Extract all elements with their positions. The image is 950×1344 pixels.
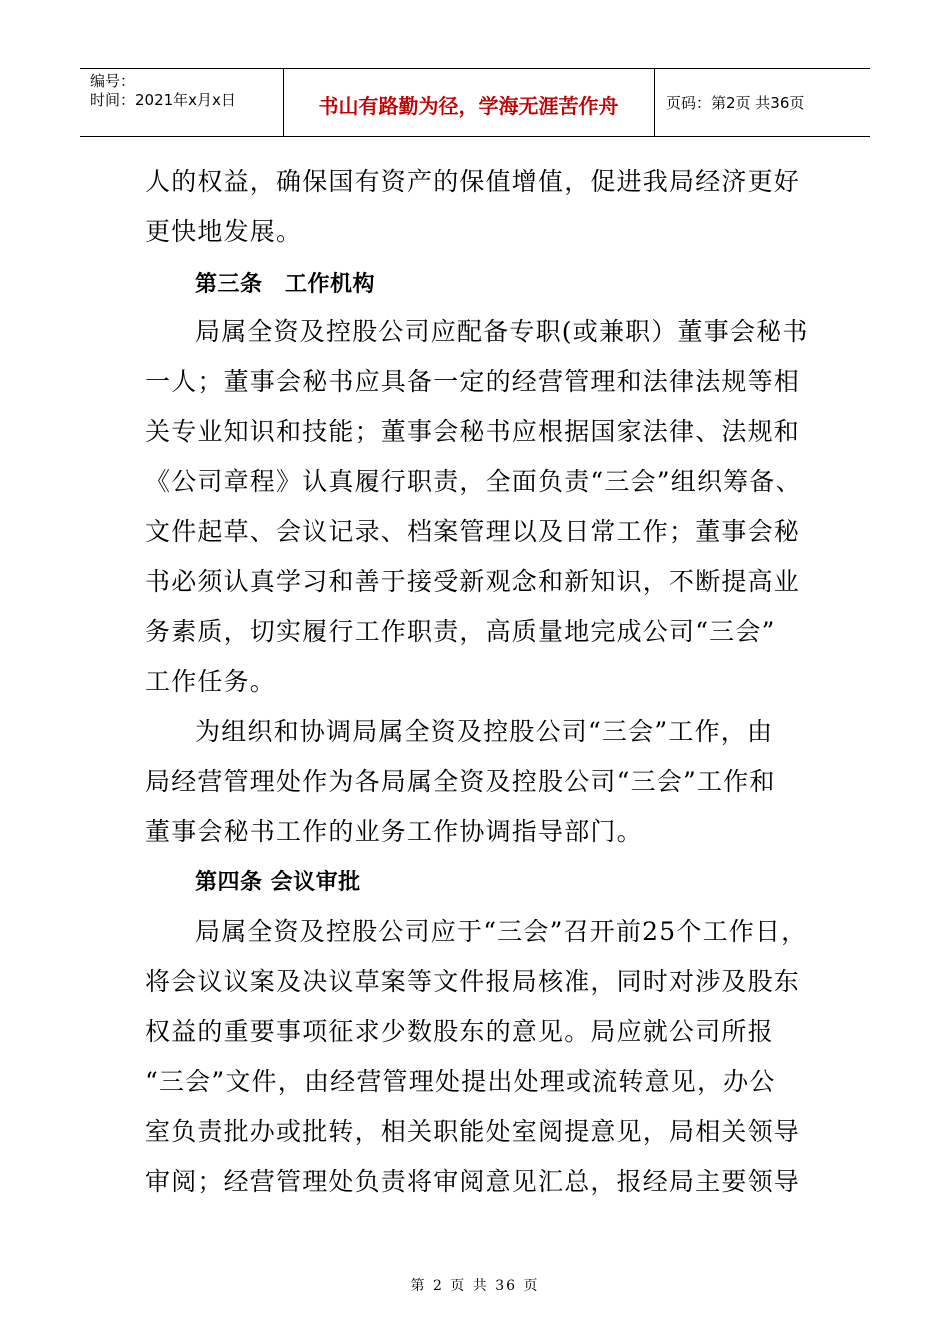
body-line: 室负责批办或批转，相关职能处室阅提意见，局相关领导 [145,1117,801,1146]
body-line: 更快地发展。 [145,217,303,246]
body-line: 人的权益，确保国有资产的保值增值，促进我局经济更好 [145,167,801,196]
body-line: 局属全资及控股公司应配备专职(或兼职）董事会秘书 [195,317,809,346]
header-top-rule [80,68,870,69]
body-line: “三会”文件，由经营管理处提出处理或流转意见，办公 [145,1067,776,1096]
body-line: 务素质，切实履行工作职责，高质量地完成公司“三会” [145,617,776,646]
body-line: 书必须认真学习和善于接受新观念和新知识，不断提高业 [145,567,801,596]
body-line: 局经营管理处作为各局属全资及控股公司“三会”工作和 [145,767,776,796]
header-bottom-rule [80,136,870,137]
body-line: 局属全资及控股公司应于“三会”召开前25个工作日， [195,917,808,946]
header-divider [654,68,655,136]
body-line: 为组织和协调局属全资及控股公司“三会”工作，由 [195,717,774,746]
article-heading: 第四条 会议审批 [195,870,361,895]
body-line: 关专业知识和技能；董事会秘书应根据国家法律、法规和 [145,417,801,446]
doc-number-label: 编号： [90,72,136,90]
body-line: 将会议议案及决议草案等文件报局核准，同时对涉及股东 [145,967,801,996]
header-motto: 书山有路勤为径，学海无涯苦作舟 [318,94,619,118]
doc-time-label: 时间：2021年x月x日 [90,91,236,109]
body-line: 文件起草、会议记录、档案管理以及日常工作；董事会秘 [145,517,801,546]
body-line: 一人；董事会秘书应具备一定的经营管理和法律法规等相 [145,367,801,396]
body-line: 董事会秘书工作的业务工作协调指导部门。 [145,817,643,846]
page-footer: 第 2 页 共 36 页 [410,1278,540,1294]
body-line: 《公司章程》认真履行职责，全面负责“三会”组织筹备、 [145,467,802,496]
header-page-label: 页码：第2页 共36页 [666,94,805,112]
body-line: 权益的重要事项征求少数股东的意见。局应就公司所报 [145,1017,774,1046]
article-heading: 第三条 工作机构 [195,272,376,297]
body-line: 工作任务。 [145,667,277,696]
body-line: 审阅；经营管理处负责将审阅意见汇总，报经局主要领导 [145,1167,801,1196]
